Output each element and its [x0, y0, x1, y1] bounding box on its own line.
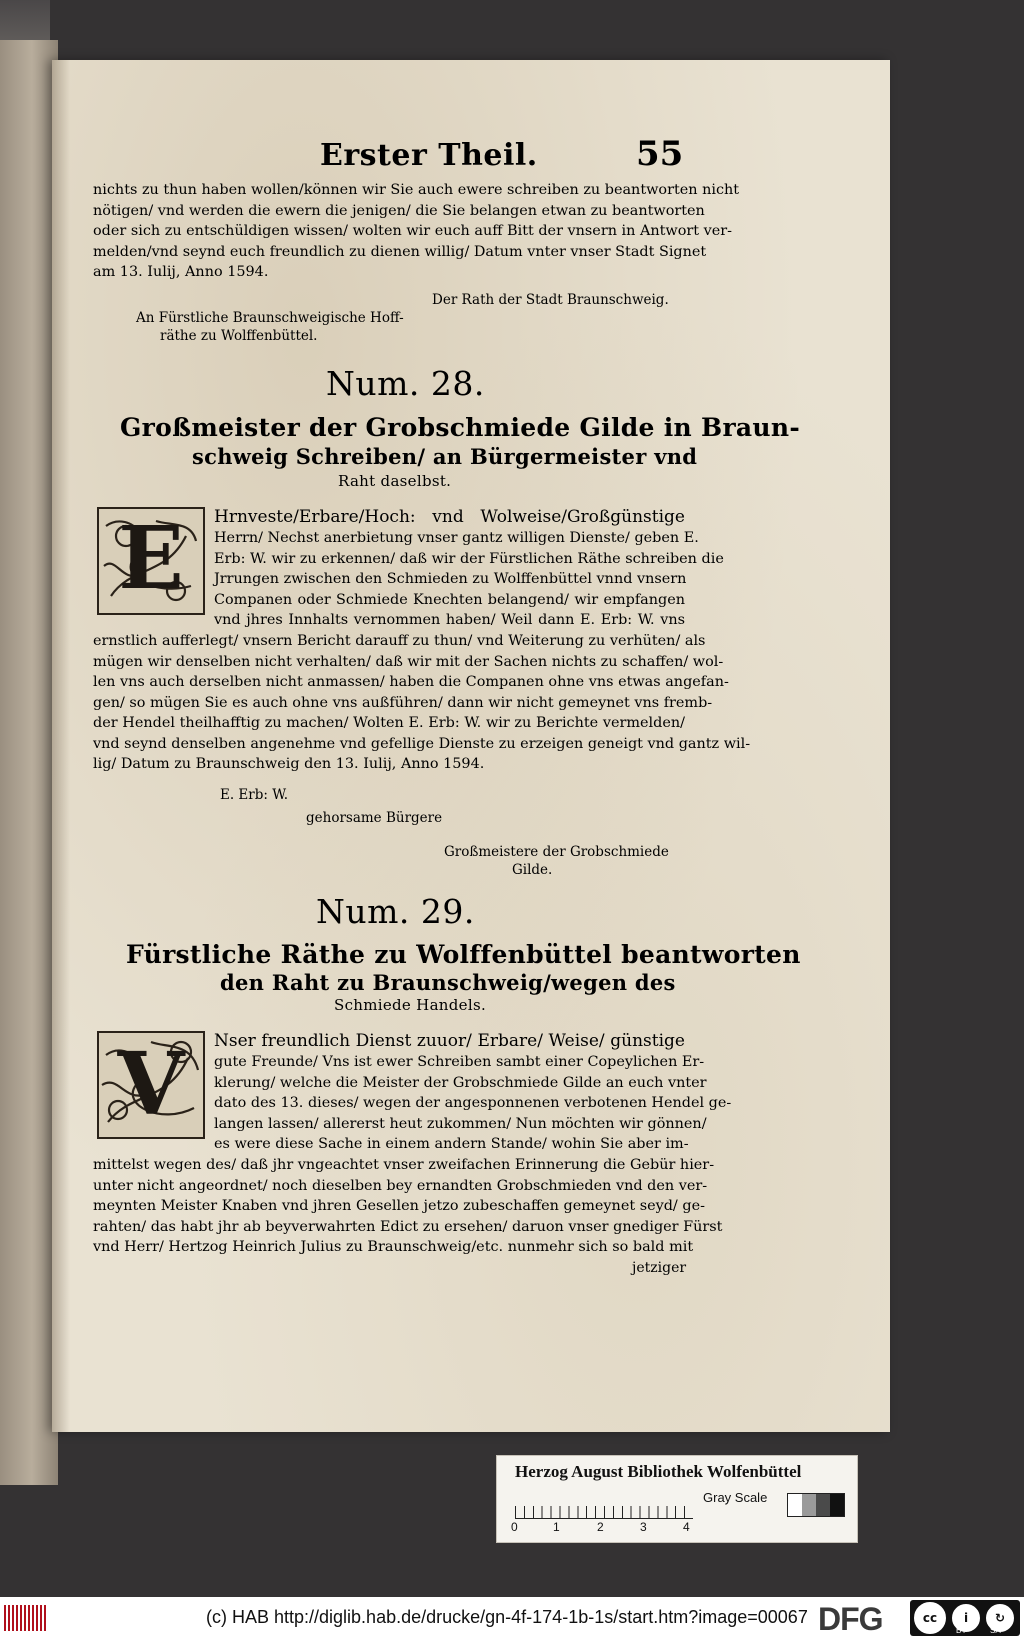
text-line: es were diese Sache in einem andern Stande/ wohin Sie aber im-	[214, 1136, 689, 1152]
text-line: mügen wir denselben nicht verhalten/ daß wir mit der Sachen nichts zu schaffen/ wol-	[93, 653, 724, 670]
license-label: BY	[956, 1626, 967, 1635]
text-line: dato des 13. dieses/ wegen der angesponnenen verbotenen Hendel ge-	[214, 1095, 732, 1111]
text-line: Hrnveste/Erbare/Hoch: vnd Wolweise/Großgünstige	[214, 507, 685, 527]
text-line: nichts zu thun haben wollen/können wir Sie auch ewere schreiben zu beantworten nicht	[93, 182, 740, 198]
section-number-28: Num. 28.	[326, 364, 485, 403]
letter-body-28-indented	[214, 506, 724, 631]
ruler-number: 2	[597, 1520, 604, 1534]
text-line: rahten/ das habt jhr ab beyverwahrten Edict zu ersehen/ daruon vnser gnediger Fürst	[93, 1218, 723, 1235]
letter-body-29-indented	[214, 1030, 732, 1155]
cc-license-badge[interactable]	[910, 1600, 1020, 1636]
text-line: klerung/ welche die Meister der Grobschmiede Gilde an euch vnter	[214, 1074, 707, 1091]
ruler-number: 1	[553, 1520, 560, 1534]
ruler-scale	[515, 1492, 693, 1519]
license-label: SA	[990, 1626, 1001, 1635]
address-line: räthe zu Wolffenbüttel.	[160, 328, 318, 344]
section-title-28: schweig Schreiben/ an Bürgermeister vnd	[192, 444, 698, 469]
address-line: An Fürstliche Braunschweigische Hoff-	[136, 310, 404, 326]
text-line: len vns auch derselben nicht anmassen/ haben die Companen ohne vns etwas angefan-	[93, 674, 729, 690]
text-line: Herrn/ Nechst anerbietung vnser gantz willigen Dienste/ geben E.	[214, 530, 699, 546]
closing-signature: Gilde.	[512, 862, 553, 878]
text-line: nötigen/ vnd werden die ewern die jenigen/ die Sie belangen etwan zu beantworten	[93, 202, 705, 219]
page-number: 55	[636, 134, 684, 174]
text-line: lig/ Datum zu Braunschweig den 13. Iulij, Anno 1594.	[93, 756, 485, 772]
section-title-28: Großmeister der Grobschmiede Gilde in Braun-	[120, 413, 801, 442]
text-line: am 13. Iulij, Anno 1594.	[93, 264, 269, 280]
ruler-number: 4	[683, 1520, 690, 1534]
text-line: der Hendel theilhafftig zu machen/ Wolten E. Erb: W. wir zu Berichte vermelden/	[93, 715, 685, 731]
gray-scale-label: Gray Scale	[703, 1490, 768, 1505]
initial-letter: E	[118, 508, 184, 609]
letter-body-28	[93, 631, 751, 775]
text-line: oder sich zu entschüldigen wissen/ wolten wir euch auff Bitt der vnsern in Antwort ver-	[93, 223, 733, 239]
text-line: melden/vnd seynd euch freundlich zu dienen willig/ Datum vnter vnser Stadt Signet	[93, 243, 707, 260]
catchword: jetziger	[632, 1260, 687, 1276]
text-line: Erb: W. wir zu erkennen/ daß wir der Fürstlichen Räthe schreiben die	[214, 550, 724, 567]
text-line: unter nicht angeordnet/ noch dieselben bey ernandten Grobschmieden vnd den ver-	[93, 1177, 708, 1194]
text-line: vnd jhres Innhalts vernommen haben/ Weil dann E. Erb: W. vns	[214, 612, 685, 628]
text-line: mittelst wegen des/ daß jhr vngeachtet vnser zweifachen Erinnerung die Gebür hier-	[93, 1157, 715, 1173]
text-line: meynten Meister Knaben vnd jhren Gesellen jetzo zubeschaffen gemeynet seyd/ ge-	[93, 1198, 705, 1214]
section-title-29: Schmiede Handels.	[334, 996, 487, 1014]
page-gutter-shadow	[52, 60, 70, 1432]
letter-body-29	[93, 1155, 723, 1258]
section-title-29: den Raht zu Braunschweig/wegen des	[220, 970, 676, 995]
text-line: vnd seynd denselben angenehme vnd gefellige Dienste zu erzeigen geneigt vnd gantz wil-	[93, 735, 751, 752]
closing-signature: gehorsame Bürgere	[306, 810, 443, 826]
section-title-28: Raht daselbst.	[338, 472, 452, 490]
sa-icon: ↻	[986, 1604, 1014, 1632]
color-calibration-card	[496, 1455, 858, 1543]
cc-icon: cc	[914, 1602, 946, 1634]
signature-council: Der Rath der Stadt Braunschweig.	[432, 292, 669, 308]
ruler-number: 0	[511, 1520, 518, 1534]
decorated-initial-v-icon	[96, 1030, 206, 1140]
initial-letter: V	[117, 1034, 185, 1135]
decorated-initial-e-icon	[96, 506, 206, 616]
copyright-link[interactable]: (c) HAB http://diglib.hab.de/drucke/gn-4f-174-1b-1s/start.htm?image=00067	[206, 1607, 808, 1627]
closing-signature: Großmeistere der Grobschmiede	[444, 844, 669, 860]
text-line: Nser freundlich Dienst zuuor/ Erbare/ Weise/ günstige	[214, 1031, 685, 1051]
hab-logo-icon	[4, 1605, 48, 1631]
dfg-logo: DFG	[818, 1601, 883, 1637]
adjacent-page-edge	[0, 40, 58, 1485]
text-line: Jrrungen zwischen den Schmieden zu Wolffenbüttel vnnd vnsern	[214, 571, 687, 587]
continuation-text	[93, 180, 740, 283]
by-icon: i	[952, 1604, 980, 1632]
gray-scale-swatches	[787, 1493, 845, 1517]
library-name: Herzog August Bibliothek Wolfenbüttel	[515, 1462, 802, 1481]
footer-bar	[0, 1597, 1024, 1639]
ruler-number: 3	[640, 1520, 647, 1534]
section-title-29: Fürstliche Räthe zu Wolffenbüttel beantworten	[126, 940, 801, 969]
closing-salutation: E. Erb: W.	[220, 787, 289, 803]
text-line: gute Freunde/ Vns ist ewer Schreiben sambt einer Copeylichen Er-	[214, 1054, 705, 1070]
text-line: ernstlich aufferlegt/ vnsern Bericht darauff zu thun/ vnd Weiterung zu verhüten/ als	[93, 633, 706, 649]
text-line: langen lassen/ allererst heut zukommen/ Nun möchten wir gönnen/	[214, 1115, 707, 1132]
text-line: vnd Herr/ Hertzog Heinrich Julius zu Braunschweig/etc. nunmehr sich so bald mit	[93, 1239, 694, 1255]
text-line: Companen oder Schmiede Knechten belangend/ wir empfangen	[214, 591, 685, 608]
running-title: Erster Theil.	[320, 138, 538, 173]
text-line: gen/ so mügen Sie es auch ohne vns außführen/ dann wir nicht gemeynet vns fremb-	[93, 694, 713, 711]
section-number-29: Num. 29.	[316, 892, 475, 931]
